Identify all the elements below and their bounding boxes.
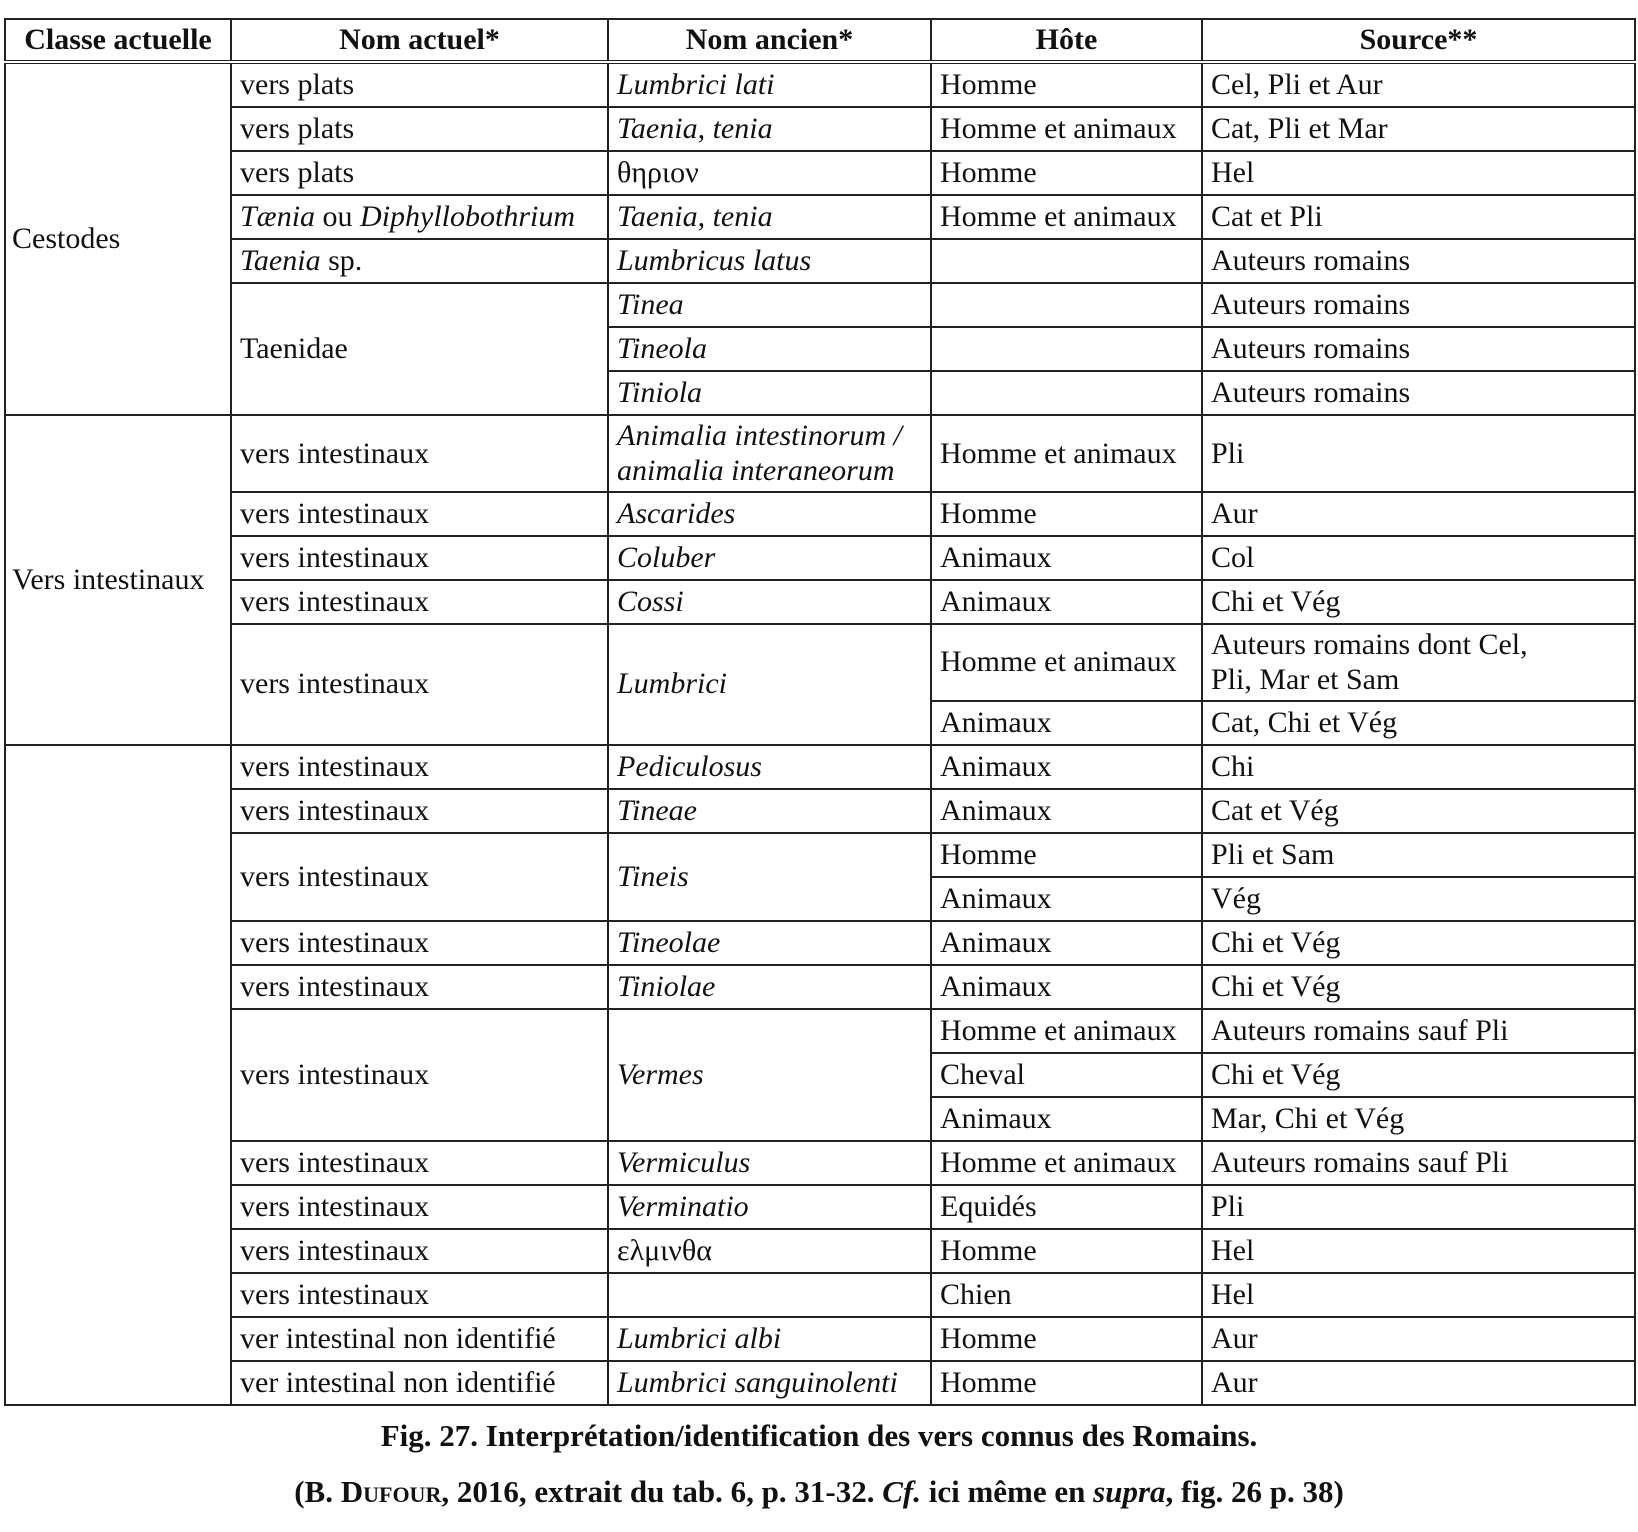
header-source: Source** [1202,19,1635,62]
hote-cell: Homme et animaux [931,415,1202,492]
source-cell: Cel, Pli et Aur [1202,62,1635,107]
table-row [5,1185,1635,1229]
nom-ancien-text: Lumbrici albi [617,1321,782,1355]
source-cell: Pli [1202,415,1635,492]
caption-part: (B. [294,1474,341,1509]
hote-cell: Homme [931,1361,1202,1405]
table-row [5,107,1635,151]
nom-ancien-text: Tineis [617,859,689,893]
nom-ancien-text: Lumbricus latus [617,244,812,278]
nom-actuel-cell: vers intestinaux [231,1141,608,1185]
nom-ancien-cell [608,1009,931,1141]
nom-ancien-cell [608,327,931,371]
table-row [5,195,1635,239]
hote-cell: Homme et animaux [931,624,1202,701]
hote-cell [931,239,1202,283]
table-row [5,283,1635,327]
nom-ancien-cell [608,624,931,745]
class-cell-cestodes: Cestodes [5,62,231,415]
source-cell: Hel [1202,1273,1635,1317]
source-cell: Cat et Vég [1202,789,1635,833]
table-row [5,745,1635,789]
nom-ancien-text: Tiniolae [617,969,716,1003]
nom-ancien-cell [608,833,931,921]
nom-ancien-text: Animalia intestinorum / [617,419,902,452]
nom-ancien-cell [608,921,931,965]
source-cell: Cat, Chi et Vég [1202,701,1635,745]
table-row [5,1273,1635,1317]
nom-ancien-cell [608,371,931,415]
source-cell: Hel [1202,1229,1635,1273]
source-cell: Chi [1202,745,1635,789]
table-row [5,1141,1635,1185]
table-row [5,833,1635,877]
hote-cell: Animaux [931,789,1202,833]
header-hote: Hôte [931,19,1202,62]
nom-actuel-cell: vers plats [231,107,608,151]
nom-ancien-text: Tineola [617,332,708,366]
nom-ancien-text: Vermes [617,1057,704,1091]
hote-cell: Homme [931,62,1202,107]
nom-ancien-text: Ascarides [617,497,736,531]
nom-ancien-cell: ελμινθα [608,1229,931,1273]
nom-ancien-cell [608,789,931,833]
nom-ancien-cell [608,62,931,107]
nom-actuel-cell [231,239,608,283]
genus-text: Diphyllobothrium [360,200,576,234]
source-cell: Chi et Vég [1202,1053,1635,1097]
source-cell: Mar, Chi et Vég [1202,1097,1635,1141]
class-cell-vers-intestinaux: Vers intestinaux [5,415,231,745]
genus-text: Taenia [240,244,321,278]
source-text: Pli, Mar et Sam [1211,663,1400,697]
source-cell: Aur [1202,1317,1635,1361]
hote-cell [931,327,1202,371]
source-cell: Auteurs romains [1202,239,1635,283]
source-cell: Col [1202,536,1635,580]
source-text: Auteurs romains dont Cel, [1211,627,1528,661]
nom-ancien-cell [608,1361,931,1405]
nom-actuel-cell: vers intestinaux [231,624,608,745]
nom-ancien-cell [608,1317,931,1361]
nom-ancien-text: Tineolae [617,925,721,959]
nom-ancien-cell [608,1273,931,1317]
hote-cell: Homme et animaux [931,1009,1202,1053]
class-cell-empty [5,745,231,1405]
hote-cell: Homme et animaux [931,107,1202,151]
nom-ancien-text: Lumbrici lati [617,68,775,102]
hote-cell: Equidés [931,1185,1202,1229]
species-text: sp. [320,244,363,278]
caption-part: ici même en [920,1474,1094,1509]
hote-cell: Homme et animaux [931,1141,1202,1185]
nom-actuel-cell: vers intestinaux [231,745,608,789]
nom-actuel-cell: vers intestinaux [231,1273,608,1317]
table-header-row [5,19,1635,62]
nom-ancien-cell [608,536,931,580]
table-row [5,1009,1635,1053]
nom-actuel-cell: vers intestinaux [231,789,608,833]
nom-ancien-cell: θηριον [608,151,931,195]
hote-cell: Homme [931,151,1202,195]
table-row [5,492,1635,536]
worm-identification-table [4,18,1636,1406]
hote-cell: Animaux [931,1097,1202,1141]
hote-cell: Homme [931,833,1202,877]
nom-actuel-cell: vers plats [231,62,608,107]
hote-cell: Chien [931,1273,1202,1317]
nom-ancien-text: Coluber [617,541,716,575]
source-cell: Auteurs romains sauf Pli [1202,1141,1635,1185]
nom-actuel-cell: vers intestinaux [231,1009,608,1141]
nom-ancien-text: Lumbrici sanguinolenti [617,1365,898,1399]
hote-cell: Cheval [931,1053,1202,1097]
source-cell: Aur [1202,1361,1635,1405]
nom-actuel-cell: ver intestinal non identifié [231,1317,608,1361]
nom-actuel-cell: vers intestinaux [231,921,608,965]
table-row [5,1361,1635,1405]
hote-cell: Animaux [931,580,1202,624]
source-cell: Vég [1202,877,1635,921]
nom-actuel-cell: vers intestinaux [231,965,608,1009]
nom-ancien-text: Verminatio [617,1189,749,1223]
nom-ancien-cell [608,965,931,1009]
table-row [5,151,1635,195]
hote-cell: Homme et animaux [931,195,1202,239]
nom-ancien-text: Taenia, tenia [617,200,773,234]
caption-reference [0,1464,1638,1520]
nom-actuel-cell: vers intestinaux [231,1229,608,1273]
source-cell: Auteurs romains [1202,283,1635,327]
nom-ancien-cell [608,107,931,151]
hote-cell: Homme [931,1317,1202,1361]
table-row [5,536,1635,580]
caption-title: Fig. 27. Interprétation/identification des vers connus des Romains. [380,1418,1258,1453]
hote-cell: Animaux [931,965,1202,1009]
nom-actuel-cell: vers intestinaux [231,1185,608,1229]
connector-text: ou [315,200,361,234]
nom-ancien-text: Tinea [617,288,684,322]
hote-cell [931,371,1202,415]
nom-ancien-cell [608,239,931,283]
nom-ancien-text: Lumbrici [617,667,728,701]
hote-cell: Animaux [931,877,1202,921]
source-cell: Auteurs romains [1202,327,1635,371]
source-cell: Aur [1202,492,1635,536]
source-cell: Auteurs romains sauf Pli [1202,1009,1635,1053]
nom-ancien-text: Cossi [617,585,684,619]
nom-actuel-cell: ver intestinal non identifié [231,1361,608,1405]
caption-part: , 2016, extrait du tab. 6, p. 31-32. [441,1474,883,1509]
table-row [5,239,1635,283]
nom-actuel-cell: vers plats [231,151,608,195]
caption-author: Dufour [340,1474,442,1509]
worm-table-container [4,18,1634,1406]
hote-cell: Animaux [931,536,1202,580]
source-cell: Cat et Pli [1202,195,1635,239]
table-row [5,789,1635,833]
nom-ancien-cell [608,283,931,327]
nom-actuel-cell [231,195,608,239]
table-row [5,62,1635,107]
table-row [5,415,1635,492]
hote-cell [931,283,1202,327]
nom-actuel-cell: vers intestinaux [231,536,608,580]
nom-ancien-cell [608,580,931,624]
table-row [5,580,1635,624]
nom-actuel-cell: vers intestinaux [231,580,608,624]
source-cell: Cat, Pli et Mar [1202,107,1635,151]
nom-ancien-cell [608,745,931,789]
hote-cell: Homme [931,492,1202,536]
caption-part: supra [1093,1474,1166,1509]
source-cell: Pli [1202,1185,1635,1229]
source-cell: Pli et Sam [1202,833,1635,877]
source-cell: Chi et Vég [1202,921,1635,965]
table-row [5,624,1635,701]
nom-ancien-text: Tiniola [617,376,703,410]
header-nom-actuel: Nom actuel* [231,19,608,62]
nom-ancien-cell [608,1185,931,1229]
hote-cell: Animaux [931,745,1202,789]
caption-part: Cf. [882,1474,921,1509]
nom-actuel-cell: vers intestinaux [231,833,608,921]
nom-ancien-text: animalia interaneorum [617,454,895,488]
source-cell: Hel [1202,151,1635,195]
table-row [5,1229,1635,1273]
nom-actuel-cell: vers intestinaux [231,492,608,536]
hote-cell: Animaux [931,921,1202,965]
nom-ancien-text: Taenia, tenia [617,112,773,146]
hote-cell: Animaux [931,701,1202,745]
source-cell: Chi et Vég [1202,580,1635,624]
source-cell: Chi et Vég [1202,965,1635,1009]
table-row [5,921,1635,965]
genus-text: Tænia [240,200,316,234]
nom-actuel-cell: vers intestinaux [231,415,608,492]
nom-ancien-cell [608,195,931,239]
table-row [5,1317,1635,1361]
source-cell [1202,624,1635,701]
nom-actuel-cell: Taenidae [231,283,608,415]
nom-ancien-cell [608,1141,931,1185]
figure-caption [0,1408,1638,1520]
nom-ancien-cell [608,492,931,536]
nom-ancien-text: Tineae [617,793,697,827]
nom-ancien-cell [608,415,931,492]
header-nom-ancien: Nom ancien* [608,19,931,62]
hote-cell: Homme [931,1229,1202,1273]
table-row [5,965,1635,1009]
header-classe: Classe actuelle [5,19,231,62]
nom-ancien-text: Vermiculus [617,1145,751,1179]
caption-part: , fig. 26 p. 38) [1165,1474,1344,1509]
source-cell: Auteurs romains [1202,371,1635,415]
nom-ancien-text: Pediculosus [617,749,762,783]
